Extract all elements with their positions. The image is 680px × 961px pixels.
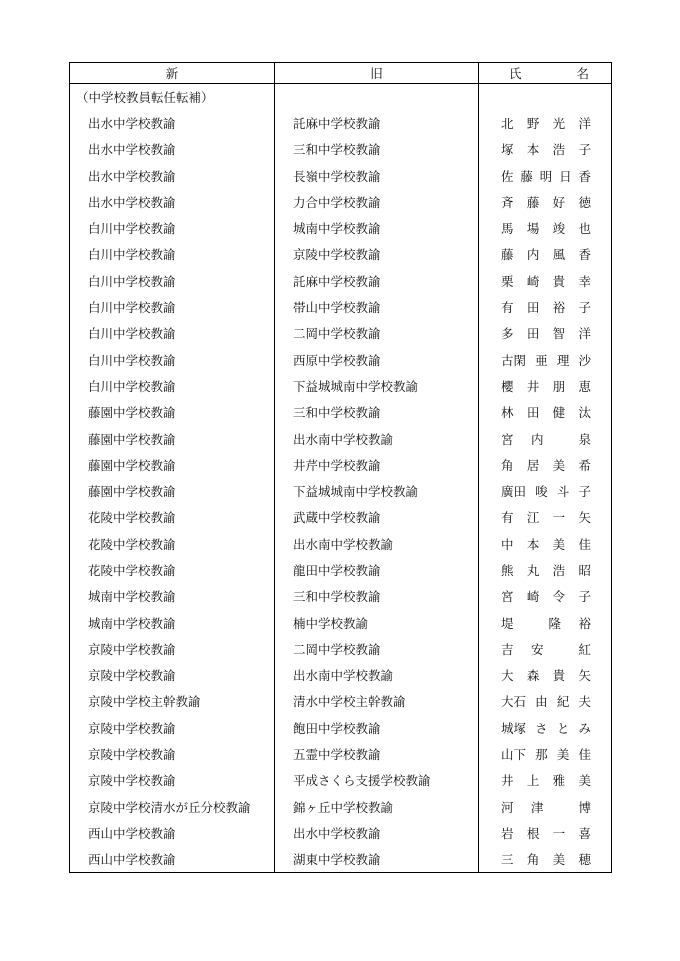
name-char: 浩 [552,142,566,158]
name-char: 恵 [578,378,591,394]
new-position: 藤園中学校教諭 [70,399,275,425]
name-char: 夫 [578,694,591,710]
new-position: 白川中学校教諭 [70,346,275,372]
name-char: 子 [578,484,591,500]
person-name [479,688,612,714]
new-position: 白川中学校教諭 [70,294,275,320]
new-position: 白川中学校教諭 [70,373,275,399]
new-position: 京陵中学校教諭 [70,767,275,793]
name-char: 栗 [501,273,514,289]
name-char: 香 [578,247,591,263]
name-char: 日 [559,168,572,184]
person-name [479,715,612,741]
name-char: 隆 [548,615,561,631]
old-position: 出水中学校教諭 [275,820,479,846]
name-char: 河 [501,799,514,815]
new-position: 西山中学校教諭 [70,820,275,846]
name-char: 子 [578,142,591,158]
name-char: 廣田 [501,484,527,500]
table-row [70,531,612,557]
name-char: 森 [526,668,540,684]
new-position: 白川中学校教諭 [70,215,275,241]
name-char: 根 [526,825,540,841]
old-position: 託麻中学校教諭 [275,268,479,294]
new-position: 出水中学校教諭 [70,110,275,136]
name-char: 内 [526,247,540,263]
new-position: 京陵中学校教諭 [70,636,275,662]
old-position: 武蔵中学校教諭 [275,504,479,530]
name-char: 明 [539,168,553,184]
name-char: 矢 [578,510,591,526]
name-char: 藤 [520,168,533,184]
name-char: 安 [531,641,544,657]
name-char: 多 [501,326,514,342]
name-char: 穂 [578,852,591,867]
section-label: （中学校教員転任転補） [70,84,275,110]
person-name [479,241,612,267]
name-char: 昭 [578,562,591,578]
old-position: 湖東中学校教諭 [275,846,479,872]
name-char: 田 [526,405,540,421]
person-name [479,609,612,635]
new-position: 西山中学校教諭 [70,846,275,872]
person-name [479,399,612,425]
name-char: 津 [531,799,544,815]
header-name-1: 氏 [509,66,522,81]
new-position: 出水中学校教諭 [70,189,275,215]
name-char: 美 [552,457,566,473]
person-name [479,452,612,478]
table-row [70,320,612,346]
name-char: 井 [501,773,514,789]
new-position: 城南中学校教諭 [70,609,275,635]
old-position: 力合中学校教諭 [275,189,479,215]
name-char: 雅 [552,773,566,789]
new-position: 藤園中学校教諭 [70,452,275,478]
table-row [70,294,612,320]
new-position: 白川中学校教諭 [70,320,275,346]
name-char: 洋 [578,326,591,342]
name-char: 角 [526,852,540,867]
old-position: 京陵中学校教諭 [275,241,479,267]
name-char: 光 [552,115,566,131]
name-char: 一 [552,825,566,841]
header-new: 新 [70,63,275,84]
name-char: 佳 [578,747,591,763]
name-char: 城塚 [501,720,527,736]
section-empty-old [275,84,479,110]
person-name [479,110,612,136]
name-char: 斗 [556,484,570,500]
name-char: 美 [578,773,591,789]
name-char: 貴 [552,668,566,684]
name-char: 北 [501,115,514,131]
table-row [70,741,612,767]
person-name [479,136,612,162]
new-position: 出水中学校教諭 [70,162,275,188]
person-name [479,294,612,320]
name-char: 大 [501,668,514,684]
table-row [70,425,612,451]
name-char: 三 [501,852,514,867]
name-char: 野 [526,115,540,131]
name-char: 宮 [501,431,514,447]
name-char: 田 [526,300,540,316]
name-char: 泉 [578,431,591,447]
section-empty-name [479,84,612,110]
name-char: 櫻 [501,378,514,394]
old-position: 長嶺中学校教諭 [275,162,479,188]
name-char: 風 [552,247,566,263]
name-char: 岩 [501,825,514,841]
old-position: 楠中学校教諭 [275,609,479,635]
name-char: 由 [535,694,548,710]
new-position: 白川中学校教諭 [70,241,275,267]
name-char: 江 [526,510,540,526]
old-position: 出水南中学校教諭 [275,531,479,557]
name-char: 美 [552,536,566,552]
name-char: 健 [552,405,566,421]
table-row [70,373,612,399]
name-char: 唆 [535,484,548,500]
name-char: 有 [501,510,514,526]
old-position: 平成さくら支援学校教諭 [275,767,479,793]
name-char: 藤 [526,194,540,210]
name-char: 田 [526,326,540,342]
name-char: 也 [578,221,591,237]
person-name [479,320,612,346]
name-char: 矢 [578,668,591,684]
name-char: 香 [578,168,591,184]
name-char: 洋 [578,115,591,131]
name-char: 丸 [526,562,540,578]
name-char: 智 [552,326,566,342]
name-char: 紀 [556,694,570,710]
name-char: 林 [501,405,514,421]
old-position: 下益城城南中学校教諭 [275,478,479,504]
name-char: 竣 [552,221,566,237]
name-char: 上 [526,773,540,789]
name-char: 博 [578,799,591,815]
name-char: 居 [526,457,540,473]
new-position: 京陵中学校清水が丘分校教諭 [70,794,275,820]
name-char: 堤 [501,615,514,631]
new-position: 白川中学校教諭 [70,268,275,294]
person-name [479,373,612,399]
new-position: 藤園中学校教諭 [70,425,275,451]
new-position: 京陵中学校教諭 [70,715,275,741]
old-position: 下益城城南中学校教諭 [275,373,479,399]
person-name [479,478,612,504]
table-row [70,399,612,425]
name-char: 那 [535,747,548,763]
new-position: 京陵中学校教諭 [70,662,275,688]
person-name [479,583,612,609]
old-position: 飽田中学校教諭 [275,715,479,741]
name-char: 宮 [501,589,514,605]
person-name [479,425,612,451]
table-row [70,452,612,478]
new-position: 藤園中学校教諭 [70,478,275,504]
name-char: 崎 [526,273,540,289]
old-position: 三和中学校教諭 [275,399,479,425]
table-row [70,504,612,530]
table-row [70,767,612,793]
table-row [70,662,612,688]
name-char: 亜 [535,352,548,368]
name-char: 美 [552,852,566,867]
person-name [479,794,612,820]
name-char: 井 [526,378,540,394]
person-name [479,504,612,530]
table-row [70,688,612,714]
person-name [479,820,612,846]
old-position: 三和中学校教諭 [275,136,479,162]
new-position: 花陵中学校教諭 [70,504,275,530]
old-position: 三和中学校教諭 [275,583,479,609]
table-row [70,794,612,820]
table-row [70,609,612,635]
old-position: 城南中学校教諭 [275,215,479,241]
person-name [479,662,612,688]
person-name [479,741,612,767]
name-char: 吉 [501,641,514,657]
name-char: 希 [578,457,591,473]
name-char: 令 [552,589,566,605]
old-position: 二岡中学校教諭 [275,320,479,346]
new-position: 京陵中学校主幹教諭 [70,688,275,714]
table-row [70,136,612,162]
person-name [479,557,612,583]
table-row [70,346,612,372]
personnel-table [69,62,612,873]
old-position: 出水南中学校教諭 [275,662,479,688]
table-row [70,846,612,872]
old-position: 西原中学校教諭 [275,346,479,372]
old-position: 錦ヶ丘中学校教諭 [275,794,479,820]
name-char: 佐 [501,168,514,184]
old-position: 託麻中学校教諭 [275,110,479,136]
new-position: 花陵中学校教諭 [70,531,275,557]
name-char: 有 [501,300,514,316]
new-position: 花陵中学校教諭 [70,557,275,583]
old-position: 二岡中学校教諭 [275,636,479,662]
old-position: 龍田中学校教諭 [275,557,479,583]
name-char: 裕 [552,300,566,316]
name-char: 美 [556,747,570,763]
header-old: 旧 [275,63,479,84]
new-position: 京陵中学校教諭 [70,741,275,767]
name-char: 角 [501,457,514,473]
table-row [70,215,612,241]
name-char: 内 [531,431,544,447]
name-char: み [578,720,591,736]
old-position: 出水南中学校教諭 [275,425,479,451]
name-char: 崎 [526,589,540,605]
name-char: 一 [552,510,566,526]
section-row [70,84,612,110]
name-char: 浩 [552,562,566,578]
name-char: 本 [526,536,540,552]
table-row [70,557,612,583]
name-char: 汰 [578,405,591,421]
name-char: 熊 [501,562,514,578]
person-name [479,767,612,793]
name-char: 場 [526,221,540,237]
new-position: 城南中学校教諭 [70,583,275,609]
person-name [479,189,612,215]
table-row [70,583,612,609]
name-char: 佳 [578,536,591,552]
old-position: 帯山中学校教諭 [275,294,479,320]
table-row [70,268,612,294]
old-position: 五霊中学校教諭 [275,741,479,767]
name-char: 幸 [578,273,591,289]
new-position: 出水中学校教諭 [70,136,275,162]
header-row [70,63,612,84]
person-name [479,215,612,241]
name-char: 裕 [578,615,591,631]
header-name-2: 名 [576,66,589,81]
name-char: 塚 [501,142,514,158]
name-char: 大石 [501,694,527,710]
table-row [70,110,612,136]
table-row [70,478,612,504]
person-name [479,636,612,662]
person-name [479,346,612,372]
person-name [479,846,612,872]
old-position: 清水中学校主幹教諭 [275,688,479,714]
name-char: 子 [578,589,591,605]
table-row [70,715,612,741]
person-name [479,531,612,557]
name-char: 斉 [501,194,514,210]
name-char: 山下 [501,747,527,763]
name-char: 馬 [501,221,514,237]
name-char: 朋 [552,378,566,394]
table-row [70,189,612,215]
name-char: 喜 [578,825,591,841]
name-char: 子 [578,300,591,316]
person-name [479,268,612,294]
name-char: 藤 [501,247,514,263]
name-char: 紅 [578,641,591,657]
header-name [479,63,612,84]
table-row [70,636,612,662]
name-char: 貴 [552,273,566,289]
name-char: 古閑 [501,352,527,368]
table-row [70,820,612,846]
table-row [70,241,612,267]
name-char: 中 [501,536,514,552]
name-char: 好 [552,194,566,210]
name-char: さ [535,720,548,736]
name-char: と [556,720,570,736]
name-char: 本 [526,142,540,158]
name-char: 沙 [578,352,591,368]
name-char: 理 [556,352,570,368]
person-name [479,162,612,188]
table-row [70,162,612,188]
name-char: 徳 [578,194,591,210]
old-position: 井芹中学校教諭 [275,452,479,478]
